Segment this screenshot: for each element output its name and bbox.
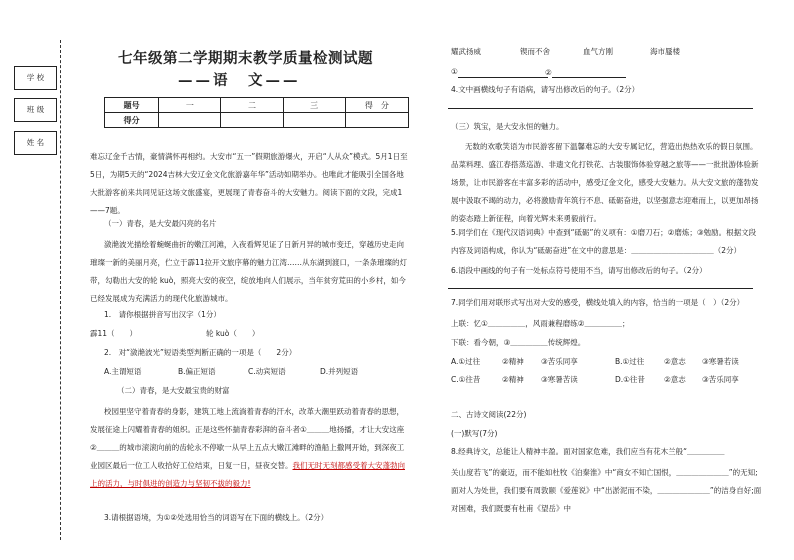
word-1: 耀武扬威	[451, 47, 481, 56]
binding-line	[60, 40, 61, 540]
q4-answer-line[interactable]	[448, 108, 753, 109]
word-2: 锲而不舍	[520, 47, 550, 56]
q7-a-2: ②精神	[502, 357, 524, 366]
school-field[interactable]	[14, 66, 57, 90]
couplet-first-line: 上联：忆①＿＿＿＿＿，风雨兼程磨练②＿＿＿＿＿；	[451, 319, 630, 328]
section2-body	[90, 403, 410, 493]
name-label: 姓 名	[26, 138, 45, 147]
q7-b-1: B.①过往	[615, 357, 645, 366]
score-header-1: 一	[159, 98, 221, 113]
q6-answer-line[interactable]	[448, 288, 753, 289]
answer-line-1[interactable]: ①	[451, 67, 548, 78]
q7-b-3: ③寒暑若读	[702, 357, 739, 366]
q7-a-1: A.①过往	[451, 357, 481, 366]
score-cell-total[interactable]	[345, 113, 408, 128]
q7-option-d[interactable]	[615, 374, 645, 385]
question-5: 5.同学们在《现代汉语词典》中查到“砥砺”的义项有：①磨刀石；②磨炼；③勉励。根据文段内容及词语构成，你认为“砥砺奋进”在文中的意思是：＿＿＿＿＿＿＿＿＿＿＿（2分）	[451, 228, 757, 255]
page-title: 七年级第二学期期末教学质量检测试题	[118, 50, 373, 67]
score-row-label: 得分	[105, 113, 159, 128]
score-header-3: 三	[283, 98, 345, 113]
question-8-body: 关山度若飞”的豪迈，而不能如杜牧《泊秦淮》中“商女不知亡国恨，＿＿＿＿＿＿＿”的无知;面对人为处世，我们要有周敦颐《爱莲说》中“出淤泥而不染，＿＿＿＿＿＿＿”的洁身自好;面对困难，我们既要有杜甫《望岳》中	[451, 468, 762, 513]
score-header-label: 题号	[105, 98, 159, 113]
question-1: 1. 请你根据拼音写出汉字（1分）	[104, 310, 221, 319]
q7-b-2: ②意志	[664, 357, 686, 366]
section2-title: （二）青春，是大安最宝贵的财富	[117, 386, 230, 395]
score-table	[104, 97, 409, 128]
q7-option-b[interactable]	[615, 356, 644, 367]
score-header-total: 得 分	[345, 98, 408, 113]
section1-title: （一）青春，是大安最闪亮的名片	[104, 219, 217, 228]
section3-title: （三）筑宝，是大安永恒的魅力。	[451, 122, 564, 131]
q2-option-d[interactable]: D.并列短语	[320, 367, 359, 376]
section1-body: 潋滟波光描绘着蜿蜒曲折的嫩江河滩，入夜看辉见证了日新月异的城市变迁，穿越历史走向璀璨一新的美丽月亮，伫立于霹11拉开文旅序幕的魅力江湾……从东湖到渡口，一条条璀璨的灯带，勾勒出大安的轮 kuò，照亮大安的夜空，绽放地向人们展示，当年贫穷荒田的小乡村，如今已经发展成为充满活力的现代化旅游城市。	[90, 240, 408, 303]
class-label: 班 级	[26, 105, 45, 114]
question-3: 3.请根据语境，为①②处选用恰当的词语写在下面的横线上。（2分）	[104, 513, 329, 522]
q7-option-a[interactable]	[451, 356, 480, 367]
q7-c-1: C.①往昔	[451, 375, 481, 384]
question-8-line1: 8.经典诗文，总能让人精神丰盈。面对国家危难，我们应当有花木兰般“＿＿＿＿＿	[451, 447, 725, 456]
part2-subheading: (一)默写(7分)	[451, 429, 498, 438]
intro-paragraph: 难忘辽金千古情，豪情满怀再相约。大安市“五一”假期旅游爆火，开启“人从众”模式。5月1日至5日，为期5天的“2024吉林大安辽金文化旅游嘉年华”活动如期举办。也唯此才能吸引全国各地大批游客前来共同见证这场文旅盛宴，更展现了青春奋斗的大安魅力。阅读下面的文段，完成1——7题。	[90, 152, 408, 215]
question-6: 6.语段中画线的句子有一处标点符号使用不当，请写出修改后的句子。（2分）	[451, 266, 707, 275]
school-label: 学 校	[26, 73, 45, 82]
q7-d-1: D.①往昔	[615, 375, 645, 384]
q2-option-a[interactable]: A.主谓短语	[104, 367, 142, 376]
q7-d-2: ②意志	[664, 375, 686, 384]
word-4: 海市蜃楼	[650, 47, 680, 56]
name-field[interactable]	[14, 131, 57, 155]
q2-option-b[interactable]: B.偏正短语	[178, 367, 216, 376]
section3-body: 无数的欢歌笑语为市民游客留下温馨难忘的大安专属记忆，营造出热热欢乐的假日氛围。品菜料理、盛江春搭蒸巡游、非遗文化打铁花、古装服饰体验穿越之旅等——一批批游体验新场景，让市民游客在丰富多彩的活动中，感受辽金文化，感受大安魅力。从大安文旅的蓬勃发展中汲取不竭的动力，必将激励青年筑行不息、砥砺奋进，以坚强意志迎难而上，以更加昂扬的姿态踏上新征程，向着光辉未来勇毅前行。	[451, 142, 759, 223]
question-2: 2. 对“潋滟波光”短语类型判断正确的一项是（ 2分）	[104, 348, 297, 357]
subject-title: ——语 文——	[178, 72, 301, 89]
score-header-2: 二	[221, 98, 283, 113]
score-cell-3[interactable]	[283, 113, 345, 128]
question-4: 4.文中画横线句子有语病，请写出修改后的句子。（2分）	[451, 85, 640, 94]
q2-option-c[interactable]: C.动宾短语	[248, 367, 286, 376]
score-cell-1[interactable]	[159, 113, 221, 128]
part2-heading: 二、古诗文阅读(22分)	[451, 410, 527, 419]
answer-line-2[interactable]: ②	[545, 67, 626, 78]
q1-blank-b[interactable]: 轮 kuò（ ）	[206, 329, 260, 338]
q1-blank-a[interactable]: 霹11（ ）	[90, 329, 138, 338]
q7-c-3: ③寒暑苦读	[541, 375, 578, 384]
q7-d-3: ③苦乐同享	[702, 375, 739, 384]
section2-underlined-sentence: 我们无时无刻都感受着大安蓬勃向上的活力，与时俱进的创造力与坚韧不拔的毅力!	[90, 461, 405, 488]
word-3: 血气方刚	[583, 47, 613, 56]
q7-option-c[interactable]	[451, 374, 480, 385]
q7-a-3: ③苦乐同享	[541, 357, 578, 366]
couplet-second-line: 下联：看今朝，③＿＿＿＿＿传统辉煌。	[451, 338, 586, 347]
class-field[interactable]	[14, 98, 57, 122]
section2-body-text: 校园里坚守着青春的身影，建筑工地上流淌着青春的汗水，改革大潮里跃动着青春的思想，发展征途上闪耀着青春的姐织。正是这些怀揣青春彩湃的奋斗者①＿＿＿地扬播，才让大安这座②＿＿＿的城市滚滚向前的齿轮永不停歇一从早上五点大嫩江滩畔的渔船上撒网开始，到深夜工业园区最后一位工人收拾好工位结束，日复一日，昼夜交替。	[90, 407, 405, 470]
q7-c-2: ②精神	[502, 375, 524, 384]
question-7: 7.同学们用对联形式写出对大安的感受，横线处填入的内容，恰当的一项是（ ）（2分）	[451, 298, 745, 307]
score-cell-2[interactable]	[221, 113, 283, 128]
